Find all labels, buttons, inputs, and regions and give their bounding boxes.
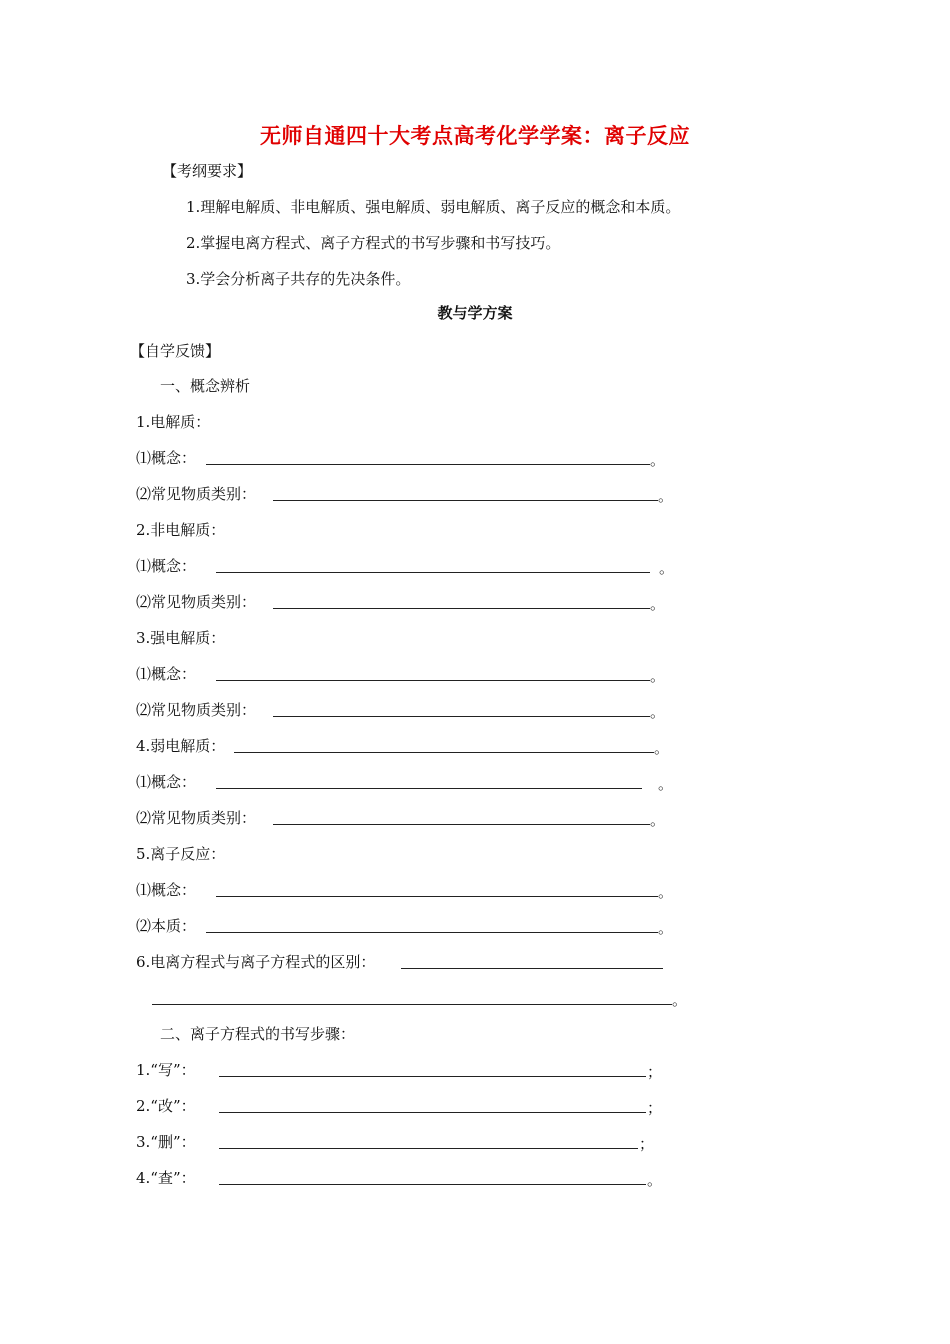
end-punct: 。 xyxy=(650,667,666,685)
end-punct: 。 xyxy=(658,775,674,793)
question-2a-label: ⑴概念： xyxy=(136,557,197,575)
step-2-label: 2.“改”： xyxy=(136,1097,196,1115)
end-punct: 。 xyxy=(658,919,674,937)
answer-blank-1a[interactable] xyxy=(206,464,650,465)
question-3b-label: ⑵常见物质类别： xyxy=(136,701,257,719)
question-5-label: 5.离子反应： xyxy=(136,845,226,863)
end-punct: 。 xyxy=(650,811,666,829)
answer-blank-4a[interactable] xyxy=(216,788,642,789)
question-1-label: 1.电解质： xyxy=(136,413,211,431)
question-4-label: 4.弱电解质： xyxy=(136,737,226,755)
step-3-label: 3.“删”： xyxy=(136,1133,196,1151)
end-punct: ； xyxy=(639,1135,655,1153)
answer-blank-5a[interactable] xyxy=(216,896,658,897)
answer-blank-step-2[interactable] xyxy=(219,1112,646,1113)
feedback-heading: 【自学反馈】 xyxy=(130,342,221,360)
question-6-label: 6.电离方程式与离子方程式的区别： xyxy=(136,953,376,971)
end-punct: 。 xyxy=(658,487,674,505)
question-1a-label: ⑴概念： xyxy=(136,449,197,467)
end-punct: 。 xyxy=(672,991,688,1009)
end-punct: ； xyxy=(647,1063,663,1081)
question-5b-label: ⑵本质： xyxy=(136,917,197,935)
question-3a-label: ⑴概念： xyxy=(136,665,197,683)
step-4-label: 4.“查”： xyxy=(136,1169,196,1187)
end-punct: 。 xyxy=(650,703,666,721)
end-punct: 。 xyxy=(647,1171,663,1189)
end-punct: 。 xyxy=(650,595,666,613)
question-4a-label: ⑴概念： xyxy=(136,773,197,791)
end-punct: ； xyxy=(647,1099,663,1117)
section2-heading: 二、离子方程式的书写步骤： xyxy=(160,1025,356,1043)
answer-blank-step-3[interactable] xyxy=(219,1148,638,1149)
step-1-label: 1.“写”： xyxy=(136,1061,196,1079)
answer-blank-step-4[interactable] xyxy=(219,1184,646,1185)
question-2-label: 2.非电解质： xyxy=(136,521,226,539)
question-5a-label: ⑴概念： xyxy=(136,881,197,899)
section1-heading: 一、概念辨析 xyxy=(160,377,251,395)
answer-blank-1b[interactable] xyxy=(273,500,658,501)
syllabus-heading: 【考纲要求】 xyxy=(162,162,253,180)
answer-blank-4b[interactable] xyxy=(273,824,650,825)
answer-blank-3b[interactable] xyxy=(273,716,650,717)
answer-blank-6-line2[interactable] xyxy=(152,1004,672,1005)
end-punct: 。 xyxy=(650,451,666,469)
plan-title: 教与学方案 xyxy=(437,304,513,322)
end-punct: 。 xyxy=(658,883,674,901)
syllabus-item-2: 2.掌握电离方程式、离子方程式的书写步骤和书写技巧。 xyxy=(186,234,561,252)
answer-blank-6-line1[interactable] xyxy=(401,968,663,969)
question-3-label: 3.强电解质： xyxy=(136,629,226,647)
answer-blank-2b[interactable] xyxy=(273,608,650,609)
answer-blank-2a[interactable] xyxy=(216,572,650,573)
answer-blank-4[interactable] xyxy=(234,752,654,753)
page-title: 无师自通四十大考点高考化学学案：离子反应 xyxy=(260,124,690,148)
answer-blank-5b[interactable] xyxy=(206,932,658,933)
syllabus-item-3: 3.学会分析离子共存的先决条件。 xyxy=(186,270,411,288)
question-2b-label: ⑵常见物质类别： xyxy=(136,593,257,611)
syllabus-item-1: 1.理解电解质、非电解质、强电解质、弱电解质、离子反应的概念和本质。 xyxy=(186,198,681,216)
end-punct: 。 xyxy=(659,559,675,577)
answer-blank-3a[interactable] xyxy=(216,680,650,681)
question-1b-label: ⑵常见物质类别： xyxy=(136,485,257,503)
question-4b-label: ⑵常见物质类别： xyxy=(136,809,257,827)
end-punct: 。 xyxy=(654,739,670,757)
answer-blank-step-1[interactable] xyxy=(219,1076,646,1077)
